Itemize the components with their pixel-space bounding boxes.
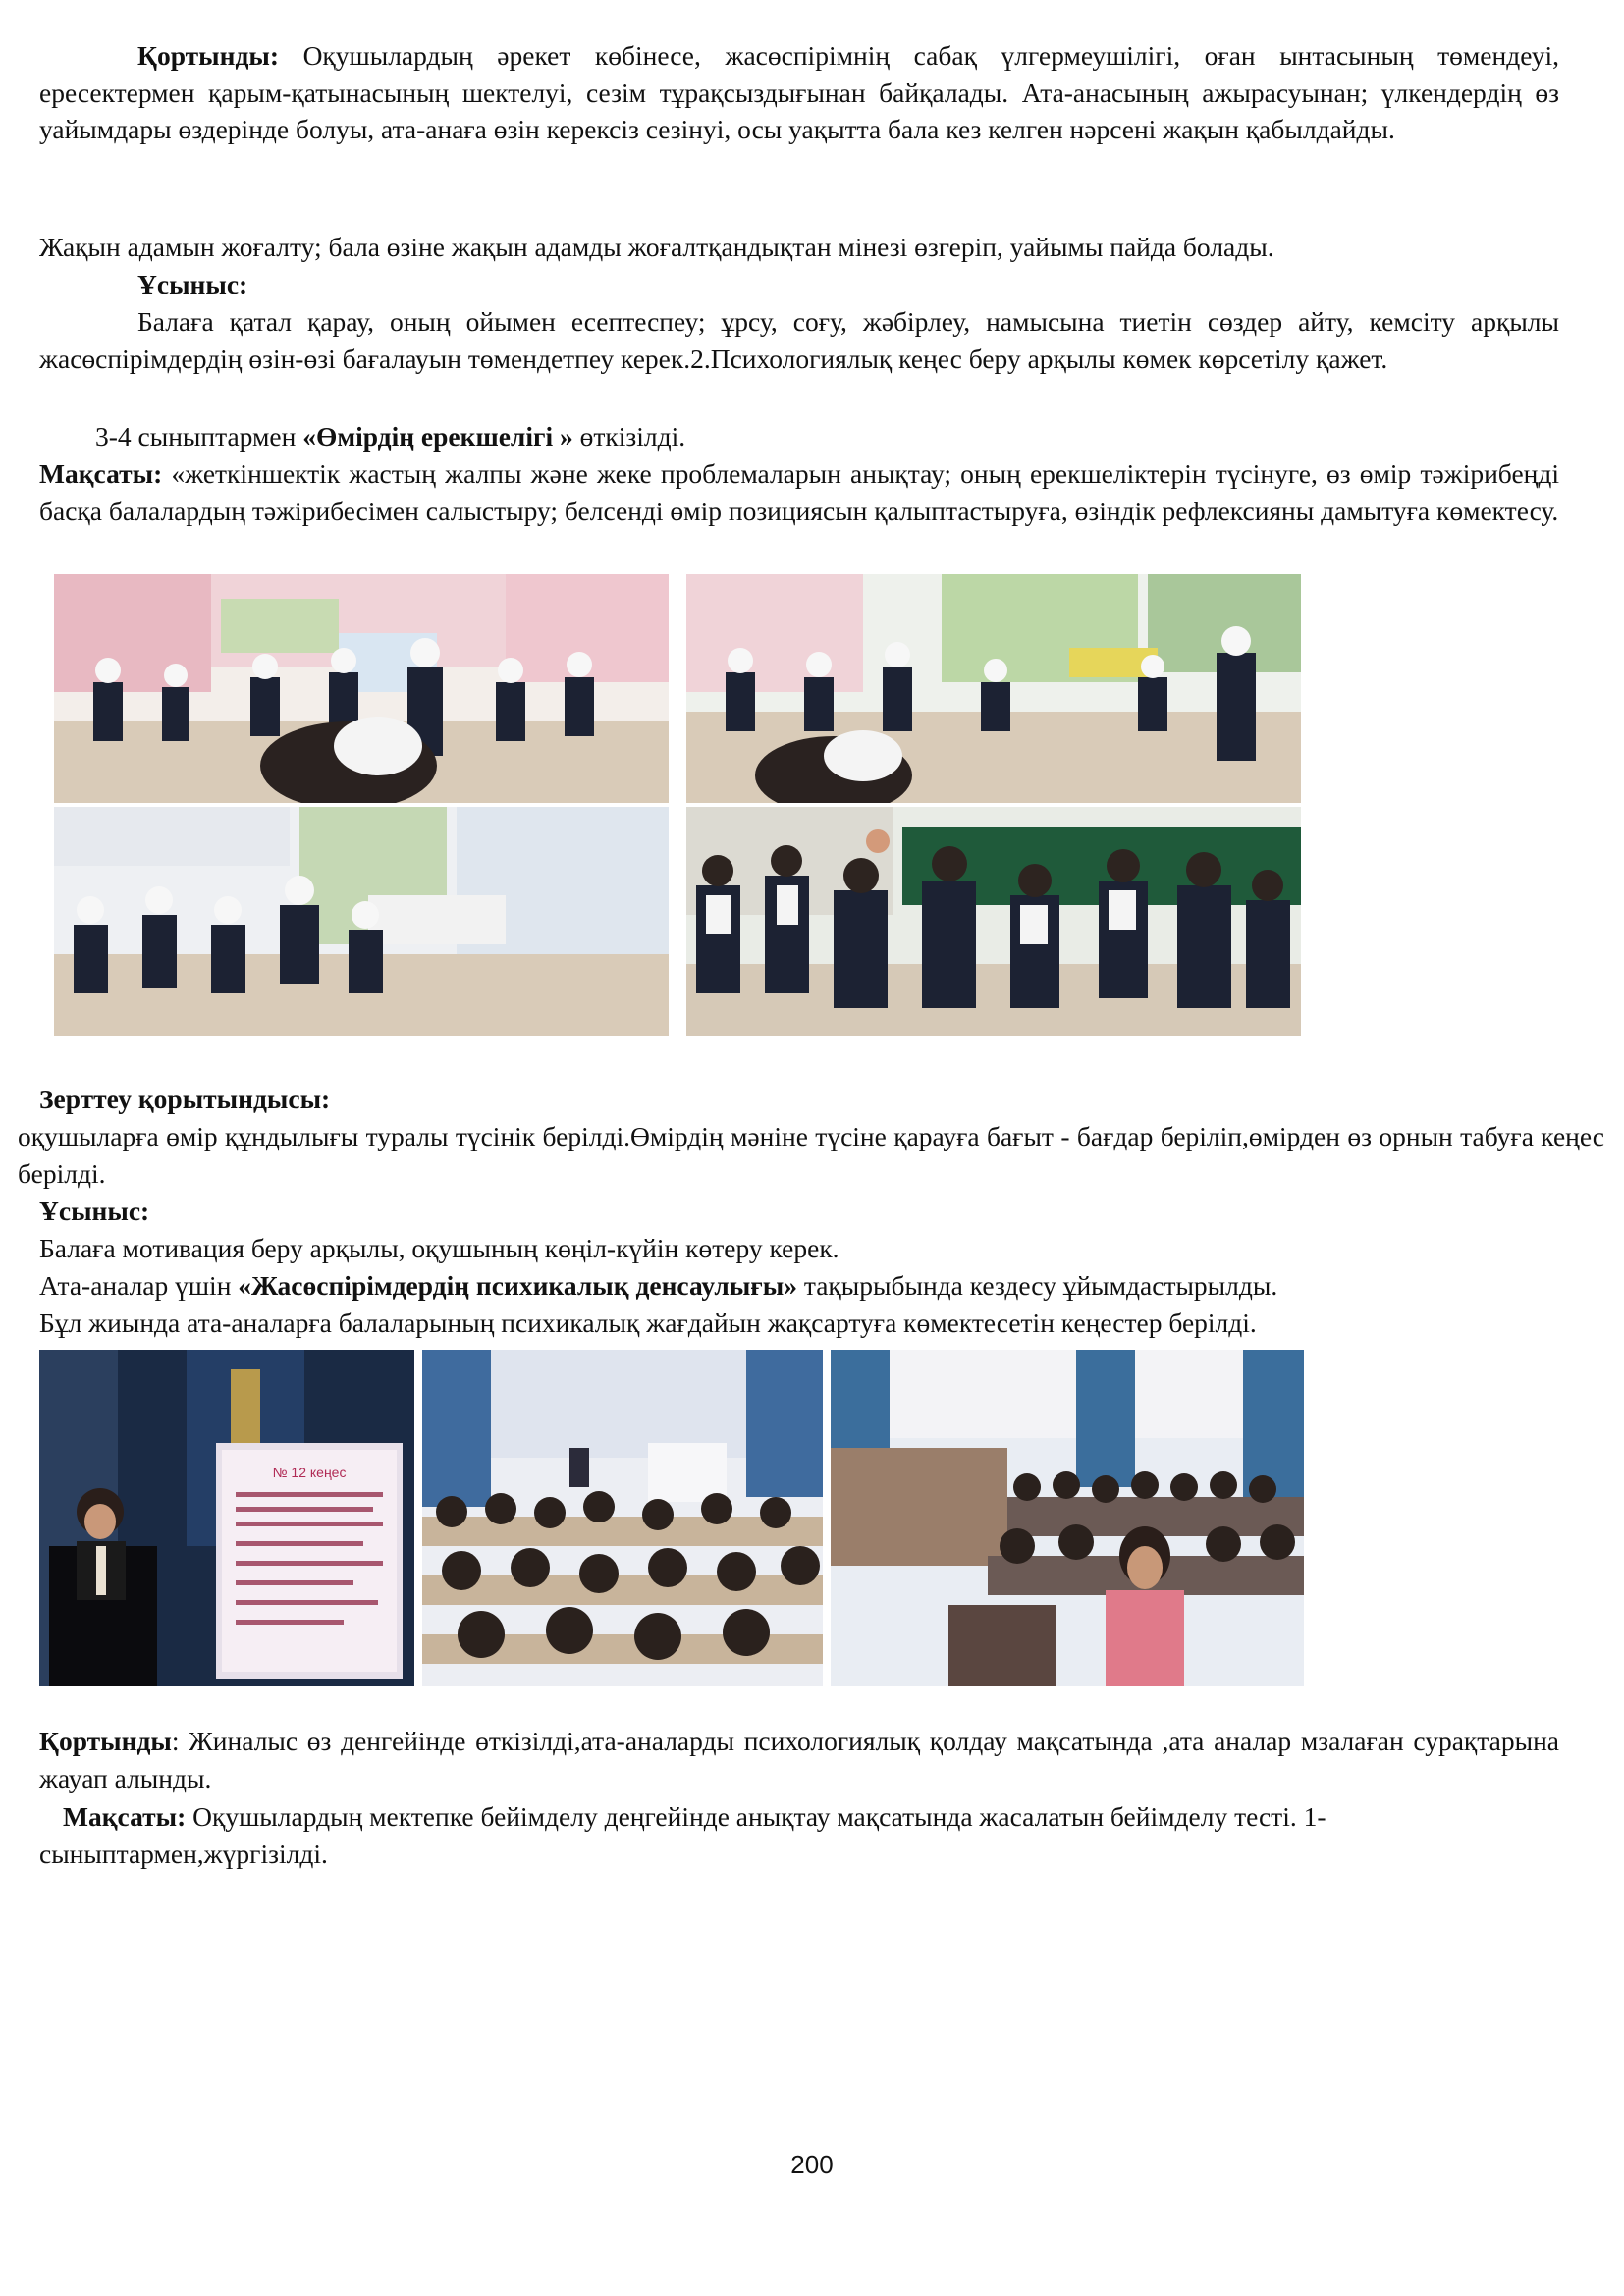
event-line [95, 418, 1470, 455]
research-conclusion-paragraph: оқушыларға өмір құндылығы туралы түсінік берілді.Өмірдің мәніне түсіне қарауға бағыт - бағдар беріліп,өмірден өз орнын табуға кеңес берілді. [18, 1121, 1604, 1189]
goal-text-2: Оқушылардың мектепке бейімделу деңгейінде анықтау мақсатында жасалатын бейімделу тесті. 1-сыныптармен,жүргізілді. [39, 1801, 1326, 1869]
conclusion-paragraph-2 [39, 1723, 1559, 1796]
event-title: «Өмірдің ерекшелігі » [302, 421, 573, 452]
parents-meeting-line [39, 1267, 1591, 1305]
conclusion-text-2: : Жиналыс өз денгейінде өткізілді,ата-аналарды психологиялық қолдау мақсатында ,ата аналар мзалаған сурақтарына жауап алынды. [39, 1726, 1559, 1793]
parents-meeting-advice: Бұл жиында ата-аналарға балаларының психикалық жағдайын жақсартуға көмектесетін кеңестер берілді. [39, 1308, 1257, 1338]
photo-meeting-audience-1 [422, 1350, 823, 1686]
page-number: 200 [790, 2150, 834, 2179]
photo-classroom-dance-1 [54, 574, 669, 803]
goal-label-2: Мақсаты: [63, 1801, 187, 1832]
goal-paragraph-2 [39, 1798, 1571, 1872]
goal-label: Мақсаты: [39, 458, 163, 489]
conclusion-text: Оқушылардың әрекет көбінесе, жасөспірімнің сабақ үлгермеушілігі, оған ынтасының төмендеуі, ересектермен қарым-қатынасының шектелуі, сезім тұрақсыздығынан байқалады. Ата-анасының ажырасуынан; үлкендердің өз уайымдары өздерінде болуы, ата-анаға өзін керексіз сезінуі, осы уақытта бала кез келген нәрсені жақын қабылдайды. [39, 40, 1559, 144]
loss-paragraph: Жақын адамын жоғалту; бала өзіне жақын адамды жоғалтқандықтан мінезі өзгеріп, уайымы пайда болады. [39, 232, 1274, 262]
conclusion-label-2: Қортынды [39, 1726, 172, 1756]
photo-classroom-dance-3 [54, 807, 669, 1036]
meeting-pre: Ата-аналар үшін [39, 1270, 239, 1301]
conclusion-label: Қортынды: [137, 40, 279, 71]
goal-paragraph-1 [39, 455, 1559, 529]
recommendation-label-1: Ұсыныс: [137, 269, 248, 299]
photo-classroom-dance-2 [686, 574, 1301, 803]
goal-text: «жеткіншектік жастың жалпы және жеке проблемаларын анықтау; оның ерекшеліктерін түсінуге, өз өмір тәжірибеңді басқа балалардың тәжірибесімен салыстыру; белсенді өмір позициясын қалыптастыруға, өзіндік рефлексияны дамытуға көмектесу. [39, 458, 1559, 526]
event-pre: 3-4 сыныптармен [95, 421, 303, 452]
photo-classroom-dance-4 [686, 807, 1301, 1036]
recommendation-paragraph-2: Балаға мотивация беру арқылы, оқушының көңіл-күйін көтеру керек. [39, 1233, 839, 1263]
recommendation-label-2: Ұсыныс: [39, 1196, 150, 1226]
photo-meeting-audience-2 [831, 1350, 1304, 1686]
conclusion-paragraph-1 [39, 37, 1559, 148]
meeting-post: тақырыбында кездесу ұйымдастырылды. [797, 1270, 1278, 1301]
photo-speaker-podium [39, 1350, 414, 1686]
meeting-title: «Жасөспірімдердің психикалық денсаулығы» [238, 1270, 797, 1301]
slide-title: № 12 кеңес [272, 1465, 347, 1480]
event-post: өткізілді. [572, 421, 686, 452]
research-conclusion-label: Зерттеу қорытындысы: [39, 1084, 331, 1114]
recommendation-paragraph-1: Балаға қатал қарау, оның ойымен есептеспеу; ұрсу, соғу, жәбірлеу, намысына тиетін сөздер айту, кемсіту арқылы жасөспірімдердің өзін-өзі бағалауын төмендетпеу керек.2.Психологиялық кеңес беру арқылы көмек көрсетілу қажет. [39, 306, 1559, 374]
